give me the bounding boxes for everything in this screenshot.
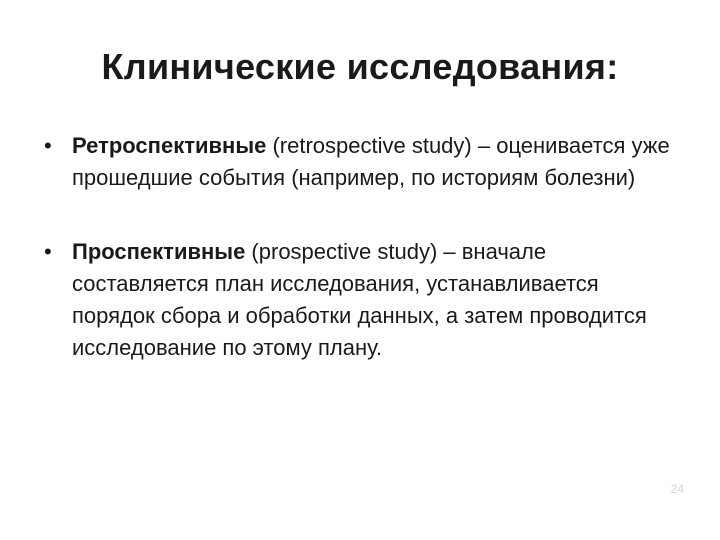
bullet-text: (prospective study) – вначале составляется план исследования, устанавливается порядок сбора и обработки данных, а затем проводится исследование по этому плану.: [72, 239, 647, 360]
page-number: 24: [670, 482, 684, 496]
bullet-term: Ретроспективные: [72, 133, 267, 158]
bullet-marker: •: [44, 239, 52, 264]
bullet-text: (retrospective study) – оценивается уже прошедшие события (например, по историям болезни): [72, 133, 670, 190]
bullet-term: Проспективные: [72, 239, 246, 264]
bullet-item-prospective: [44, 236, 684, 364]
slide-title: Клинические исследования:: [101, 46, 619, 87]
bullet-marker: •: [44, 133, 52, 158]
bullet-list: [44, 130, 684, 406]
bullet-item-retrospective: [44, 130, 684, 194]
